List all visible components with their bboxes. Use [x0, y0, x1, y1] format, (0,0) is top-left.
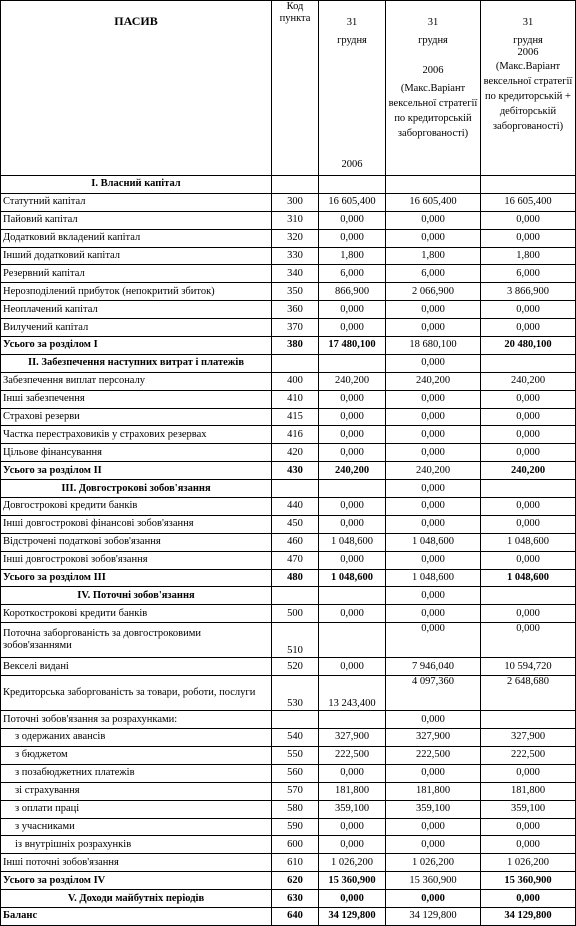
row-value-2006: 240,200	[319, 372, 386, 390]
row-label: Векселі видані	[1, 658, 272, 676]
row-code: 370	[272, 319, 319, 337]
row-label: з оплати праці	[1, 800, 272, 818]
row-value-variant2: 2 648,680	[481, 676, 576, 711]
row-value-2006	[319, 354, 386, 372]
row-code: 530	[272, 676, 319, 711]
table-row	[1, 498, 576, 516]
header-col1-year: 2006	[341, 159, 363, 170]
row-value-2006: 0,000	[319, 515, 386, 533]
row-value-2006: 0,000	[319, 301, 386, 319]
row-value-variant2: 0,000	[481, 319, 576, 337]
row-value-variant1: 0,000	[386, 587, 481, 605]
row-value-2006: 0,000	[319, 605, 386, 623]
table-row	[1, 605, 576, 623]
row-code	[272, 176, 319, 194]
row-code: 380	[272, 337, 319, 355]
row-value-variant1: 15 360,900	[386, 872, 481, 890]
row-value-variant1: 181,800	[386, 782, 481, 800]
row-label: Статутний капітал	[1, 193, 272, 211]
table-row	[1, 247, 576, 265]
row-value-variant1: 0,000	[386, 408, 481, 426]
row-value-2006: 327,900	[319, 729, 386, 747]
row-label: Відстрочені податкові зобов'язання	[1, 533, 272, 551]
row-value-variant2: 0,000	[481, 408, 576, 426]
row-value-variant1: 0,000	[386, 551, 481, 569]
header-col1-day: 31	[346, 17, 358, 28]
row-code	[272, 587, 319, 605]
table-row	[1, 462, 576, 480]
row-value-variant1: 18 680,100	[386, 337, 481, 355]
row-value-variant1: 0,000	[386, 211, 481, 229]
row-value-variant1: 0,000	[386, 319, 481, 337]
row-value-variant2: 10 594,720	[481, 658, 576, 676]
row-code: 470	[272, 551, 319, 569]
row-value-2006: 0,000	[319, 764, 386, 782]
row-label: Довгострокові кредити банків	[1, 498, 272, 516]
row-value-variant1: 0,000	[386, 229, 481, 247]
table-row	[1, 229, 576, 247]
row-value-variant2: 0,000	[481, 444, 576, 462]
row-value-2006: 0,000	[319, 426, 386, 444]
row-value-variant1: 0,000	[386, 354, 481, 372]
row-value-variant1: 0,000	[386, 444, 481, 462]
header-code: Код пункта	[272, 1, 319, 176]
row-value-variant1: 0,000	[386, 390, 481, 408]
row-value-variant1: 1,800	[386, 247, 481, 265]
table-row	[1, 211, 576, 229]
row-code: 520	[272, 658, 319, 676]
row-value-variant2: 0,000	[481, 229, 576, 247]
row-code: 450	[272, 515, 319, 533]
table-row	[1, 193, 576, 211]
row-code: 310	[272, 211, 319, 229]
row-value-variant2: 0,000	[481, 515, 576, 533]
row-value-variant2: 181,800	[481, 782, 576, 800]
row-value-variant1: 0,000	[386, 818, 481, 836]
row-value-2006	[319, 711, 386, 729]
row-value-2006: 222,500	[319, 746, 386, 764]
row-value-2006	[319, 623, 386, 658]
row-value-variant1: 0,000	[386, 711, 481, 729]
row-value-variant2	[481, 711, 576, 729]
row-value-variant2: 1 048,600	[481, 533, 576, 551]
row-value-2006: 15 360,900	[319, 872, 386, 890]
row-value-variant1: 327,900	[386, 729, 481, 747]
row-value-variant1: 0,000	[386, 498, 481, 516]
table-row	[1, 337, 576, 355]
table-row	[1, 390, 576, 408]
row-value-variant2	[481, 480, 576, 498]
table-row	[1, 569, 576, 587]
table-row	[1, 729, 576, 747]
row-value-variant1: 16 605,400	[386, 193, 481, 211]
row-label: Кредиторська заборгованість за товари, роботи, послуги	[1, 676, 272, 711]
row-value-variant1: 0,000	[386, 623, 481, 658]
row-code	[272, 354, 319, 372]
row-value-variant2	[481, 176, 576, 194]
row-label: Інший додатковий капітал	[1, 247, 272, 265]
row-label: Частка перестраховиків у страхових резервах	[1, 426, 272, 444]
row-value-variant1: 222,500	[386, 746, 481, 764]
row-value-variant1: 0,000	[386, 301, 481, 319]
row-label: IV. Поточні зобов'язання	[1, 587, 272, 605]
row-value-2006: 6,000	[319, 265, 386, 283]
row-value-variant2: 6,000	[481, 265, 576, 283]
table-row	[1, 782, 576, 800]
row-label: Короткострокові кредити банків	[1, 605, 272, 623]
row-code: 550	[272, 746, 319, 764]
row-code: 460	[272, 533, 319, 551]
row-value-variant2	[481, 587, 576, 605]
row-value-variant1: 6,000	[386, 265, 481, 283]
row-value-2006: 0,000	[319, 390, 386, 408]
row-value-variant1: 359,100	[386, 800, 481, 818]
table-row	[1, 408, 576, 426]
row-label: з одержаних авансів	[1, 729, 272, 747]
row-label: Вилучений капітал	[1, 319, 272, 337]
row-value-2006: 0,000	[319, 498, 386, 516]
table-row	[1, 176, 576, 194]
row-value-variant2: 1 048,600	[481, 569, 576, 587]
row-code: 360	[272, 301, 319, 319]
row-value-2006: 1 048,600	[319, 569, 386, 587]
header-col2-note: (Макс.Варіант вексельної стратегії по кредиторській заборгованості)	[388, 83, 478, 139]
row-code: 415	[272, 408, 319, 426]
row-label: Неоплачений капітал	[1, 301, 272, 319]
row-value-variant2: 0,000	[481, 498, 576, 516]
row-value-2006: 0,000	[319, 444, 386, 462]
header-col3-note: (Макс.Варіант вексельної стратегії по кредиторській + дебіторській заборгованості)	[483, 61, 573, 132]
row-code: 330	[272, 247, 319, 265]
header-col3	[481, 1, 576, 176]
row-label: з позабюджетних платежів	[1, 764, 272, 782]
row-label: Інші довгострокові зобов'язання	[1, 551, 272, 569]
row-value-variant2: 0,000	[481, 390, 576, 408]
row-value-variant2: 0,000	[481, 211, 576, 229]
row-value-variant1: 0,000	[386, 890, 481, 908]
row-code: 570	[272, 782, 319, 800]
row-value-variant2: 327,900	[481, 729, 576, 747]
row-value-2006: 0,000	[319, 658, 386, 676]
row-label: ІІІ. Довгострокові зобов'язання	[1, 480, 272, 498]
table-row	[1, 818, 576, 836]
row-value-variant2: 359,100	[481, 800, 576, 818]
row-value-variant2: 0,000	[481, 836, 576, 854]
row-value-variant1: 7 946,040	[386, 658, 481, 676]
table-row	[1, 836, 576, 854]
row-label: Усього за розділом ІІ	[1, 462, 272, 480]
row-code: 400	[272, 372, 319, 390]
row-code: 480	[272, 569, 319, 587]
header-col3-day: 31	[522, 17, 534, 28]
row-label: V. Доходи майбутніх періодів	[1, 890, 272, 908]
header-col2	[386, 1, 481, 176]
row-value-variant1: 0,000	[386, 426, 481, 444]
row-value-2006: 0,000	[319, 211, 386, 229]
row-label: Поточні зобов'язання за розрахунками:	[1, 711, 272, 729]
row-value-variant2: 0,000	[481, 818, 576, 836]
row-value-variant2: 240,200	[481, 372, 576, 390]
table-row	[1, 746, 576, 764]
row-value-variant1: 4 097,360	[386, 676, 481, 711]
row-value-variant1: 1 026,200	[386, 854, 481, 872]
row-value-variant2: 0,000	[481, 426, 576, 444]
row-value-variant2: 0,000	[481, 890, 576, 908]
table-row	[1, 283, 576, 301]
row-code: 630	[272, 890, 319, 908]
row-value-variant2: 240,200	[481, 462, 576, 480]
row-value-2006: 0,000	[319, 818, 386, 836]
row-label: Усього за розділом І	[1, 337, 272, 355]
row-value-variant1: 0,000	[386, 836, 481, 854]
row-label: Баланс	[1, 907, 272, 925]
row-code: 430	[272, 462, 319, 480]
table-row	[1, 444, 576, 462]
row-value-2006: 0,000	[319, 890, 386, 908]
row-value-variant1: 240,200	[386, 372, 481, 390]
row-value-variant1: 2 066,900	[386, 283, 481, 301]
row-code: 440	[272, 498, 319, 516]
row-value-2006: 17 480,100	[319, 337, 386, 355]
row-code: 640	[272, 907, 319, 925]
row-label: із внутрішніх розрахунків	[1, 836, 272, 854]
row-label: зі страхування	[1, 782, 272, 800]
header-col3-month: грудня	[513, 35, 543, 46]
header-col2-day: 31	[427, 17, 439, 28]
row-value-2006: 0,000	[319, 319, 386, 337]
row-code: 300	[272, 193, 319, 211]
row-value-variant2: 1,800	[481, 247, 576, 265]
row-code: 580	[272, 800, 319, 818]
table-row	[1, 854, 576, 872]
row-code: 590	[272, 818, 319, 836]
row-value-variant2: 0,000	[481, 764, 576, 782]
table-row	[1, 551, 576, 569]
row-code: 620	[272, 872, 319, 890]
row-value-2006: 1 048,600	[319, 533, 386, 551]
row-value-variant2: 1 026,200	[481, 854, 576, 872]
row-value-2006: 0,000	[319, 551, 386, 569]
row-code: 416	[272, 426, 319, 444]
row-code: 560	[272, 764, 319, 782]
row-value-variant2: 3 866,900	[481, 283, 576, 301]
row-value-2006	[319, 587, 386, 605]
row-label: Резервний капітал	[1, 265, 272, 283]
row-value-2006: 866,900	[319, 283, 386, 301]
row-code	[272, 711, 319, 729]
row-value-variant2: 20 480,100	[481, 337, 576, 355]
row-label: Усього за розділом ІІІ	[1, 569, 272, 587]
row-value-variant2: 0,000	[481, 605, 576, 623]
row-code: 510	[272, 623, 319, 658]
row-value-variant1: 0,000	[386, 764, 481, 782]
row-code	[272, 480, 319, 498]
row-value-2006: 0,000	[319, 408, 386, 426]
table-row	[1, 587, 576, 605]
row-label: Інші довгострокові фінансові зобов'язання	[1, 515, 272, 533]
row-value-variant1: 1 048,600	[386, 533, 481, 551]
row-value-variant1	[386, 176, 481, 194]
table-row	[1, 426, 576, 444]
row-value-variant1: 0,000	[386, 480, 481, 498]
table-row	[1, 515, 576, 533]
row-value-variant1: 34 129,800	[386, 907, 481, 925]
row-code: 540	[272, 729, 319, 747]
table-row	[1, 533, 576, 551]
row-value-2006: 34 129,800	[319, 907, 386, 925]
row-value-2006: 0,000	[319, 229, 386, 247]
row-code: 610	[272, 854, 319, 872]
row-value-2006: 240,200	[319, 462, 386, 480]
table-row	[1, 265, 576, 283]
table-row	[1, 658, 576, 676]
header-col2-year: 2006	[422, 65, 444, 76]
table-row	[1, 354, 576, 372]
table-body	[1, 176, 576, 926]
row-value-variant2: 16 605,400	[481, 193, 576, 211]
row-value-2006: 1 026,200	[319, 854, 386, 872]
table-row	[1, 480, 576, 498]
row-value-variant2: 15 360,900	[481, 872, 576, 890]
header-title: ПАСИВ	[1, 1, 272, 176]
row-label: з учасниками	[1, 818, 272, 836]
row-value-variant2: 0,000	[481, 551, 576, 569]
row-code: 420	[272, 444, 319, 462]
row-value-2006: 1,800	[319, 247, 386, 265]
row-label: Інші поточні зобов'язання	[1, 854, 272, 872]
row-value-2006: 13 243,400	[319, 676, 386, 711]
row-value-2006: 359,100	[319, 800, 386, 818]
table-row	[1, 319, 576, 337]
row-value-variant2: 222,500	[481, 746, 576, 764]
row-value-variant1: 0,000	[386, 605, 481, 623]
row-value-variant1: 0,000	[386, 515, 481, 533]
header-col1-month: грудня	[337, 35, 367, 46]
row-label: І. Власний капітал	[1, 176, 272, 194]
table-row	[1, 711, 576, 729]
header-col1	[319, 1, 386, 176]
row-value-2006	[319, 176, 386, 194]
table-row	[1, 872, 576, 890]
row-value-variant2: 0,000	[481, 301, 576, 319]
row-code: 410	[272, 390, 319, 408]
row-value-variant1: 1 048,600	[386, 569, 481, 587]
row-code: 340	[272, 265, 319, 283]
row-label: Додатковий вкладений капітал	[1, 229, 272, 247]
row-label: Страхові резерви	[1, 408, 272, 426]
row-value-variant1: 240,200	[386, 462, 481, 480]
table-row	[1, 676, 576, 711]
table-row	[1, 890, 576, 908]
row-value-2006: 0,000	[319, 836, 386, 854]
row-label: з бюджетом	[1, 746, 272, 764]
row-label: Пайовий капітал	[1, 211, 272, 229]
row-code: 600	[272, 836, 319, 854]
table-row	[1, 764, 576, 782]
table-row	[1, 372, 576, 390]
row-value-variant2: 34 129,800	[481, 907, 576, 925]
row-code: 500	[272, 605, 319, 623]
row-label: Інші забезпечення	[1, 390, 272, 408]
row-label: Усього за розділом IV	[1, 872, 272, 890]
row-value-2006	[319, 480, 386, 498]
row-value-2006: 16 605,400	[319, 193, 386, 211]
table-row	[1, 301, 576, 319]
row-label: Нерозподілений прибуток (непокритий збиток)	[1, 283, 272, 301]
table-header-row	[1, 1, 576, 176]
row-code: 350	[272, 283, 319, 301]
row-value-variant2: 0,000	[481, 623, 576, 658]
header-col3-year: 2006	[517, 47, 539, 58]
row-code: 320	[272, 229, 319, 247]
table-row	[1, 800, 576, 818]
row-label: Поточна заборгованість за довгостроковими зобов'язаннями	[1, 623, 272, 658]
table-row	[1, 623, 576, 658]
row-value-2006: 181,800	[319, 782, 386, 800]
row-value-variant2	[481, 354, 576, 372]
row-label: Цільове фінансування	[1, 444, 272, 462]
header-col2-month: грудня	[418, 35, 448, 46]
row-label: Забезпечення виплат персоналу	[1, 372, 272, 390]
row-label: ІІ. Забезпечення наступних витрат і платежів	[1, 354, 272, 372]
